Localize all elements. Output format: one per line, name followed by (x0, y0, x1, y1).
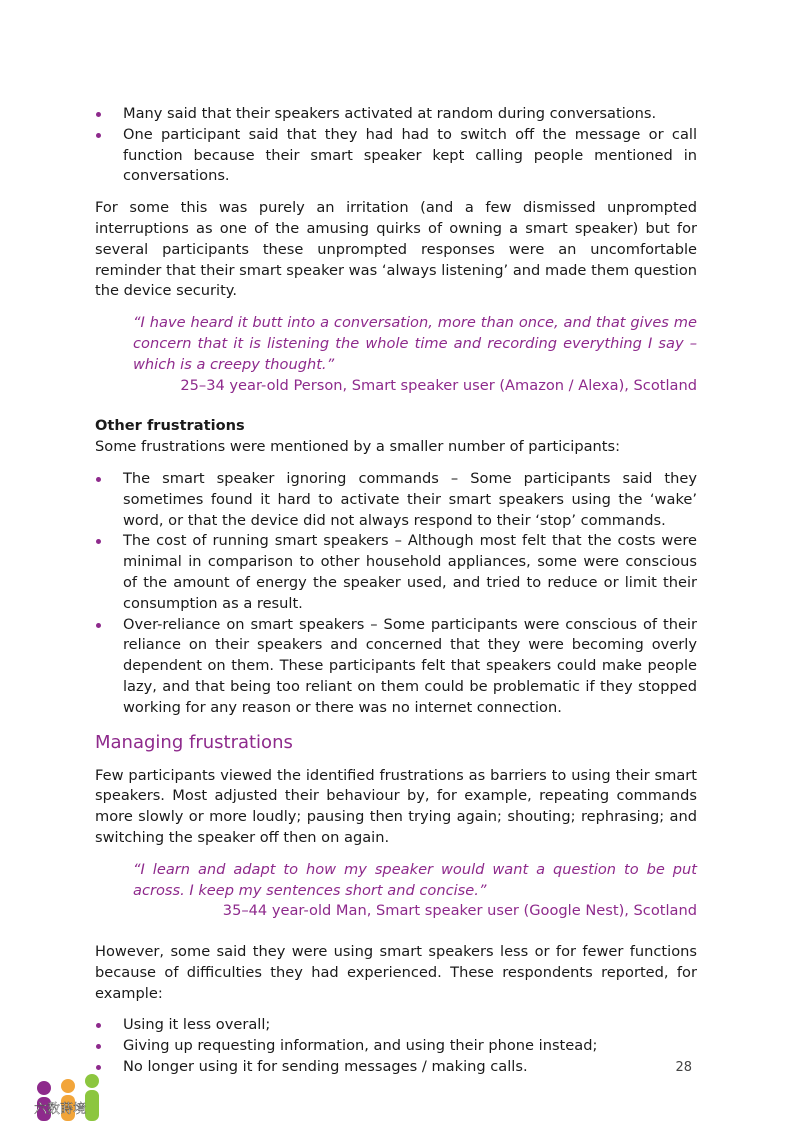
watermark-logo (6, 1072, 116, 1122)
list-item: Using it less overall; (95, 1015, 697, 1036)
people-logo-icon (6, 1072, 116, 1122)
paragraph-irritation: For some this was purely an irritation (and a few dismissed unprompted interruptions as one of the amusing quirks of owning a smart speaker) but for several participants these unprompted responses were an uncomfortable reminder that their smart speaker was ‘always listening’ and made them question the device security. (95, 199, 697, 300)
list-item: The cost of running smart speakers – Although most felt that the costs were minimal in comparison to other household appliances, some were conscious of the amount of energy the speaker used, and tried to reduce or limit their consumption as a result. (95, 531, 697, 614)
bullet-list-frustrations (95, 469, 697, 719)
list-item: One participant said that they had had to switch off the message or call function because their smart speaker kept calling people mentioned in conversations. (95, 125, 697, 187)
quote-1: “I have heard it butt into a conversation, more than once, and that gives me concern that it is listening the whole time and recording everything I say – which is a creepy thought.” (133, 314, 697, 373)
paragraph-managing: Few participants viewed the identified frustrations as barriers to using their smart speakers. Most adjusted their behaviour by, for example, repeating commands more slowly or more loudly; pausing then trying again; shouting; rephrasing; and switching the speaker off then on again. (95, 766, 697, 846)
other-frustrations-intro: Some frustrations were mentioned by a smaller number of participants: (95, 438, 621, 456)
list-item: Over-reliance on smart speakers – Some participants were conscious of their reliance on their speakers and concerned that they were becoming overly dependent on them. These participants felt that speakers could make people lazy, and that being too reliant on them could be problematic if they stopped working for any reason or there was no internet connection. (95, 615, 697, 719)
page-number: 28 (675, 1060, 692, 1075)
bullet-list-top (95, 104, 697, 187)
list-item: The smart speaker ignoring commands – Some participants said they sometimes found it hard to activate their smart speakers using the ‘wake’ word, or that the device did not always respond to their ‘stop’ commands. (95, 469, 697, 531)
list-item: Giving up requesting information, and using their phone instead; (95, 1036, 697, 1057)
list-item: No longer using it for sending messages / making calls. (95, 1057, 697, 1078)
other-frustrations-heading: Other frustrations (95, 417, 245, 435)
bullet-list-bottom (95, 1015, 697, 1077)
document-body (95, 104, 697, 1078)
quote-1-attribution: 25–34 year-old Person, Smart speaker user (Amazon / Alexa), Scotland (180, 376, 697, 394)
quote-2-attribution: 35–44 year-old Man, Smart speaker user (Google Nest), Scotland (222, 902, 697, 920)
watermark-text: 六数蒔境 (34, 1102, 87, 1117)
quote-2: “I learn and adapt to how my speaker would want a question to be put across. I keep my sentences short and concise.” (133, 860, 697, 899)
managing-frustrations-heading: Managing frustrations (95, 731, 293, 753)
list-item: Many said that their speakers activated at random during conversations. (95, 104, 697, 125)
paragraph-however: However, some said they were using smart speakers less or for fewer functions because of difficulties they had experienced. These respondents reported, for example: (95, 943, 697, 1002)
